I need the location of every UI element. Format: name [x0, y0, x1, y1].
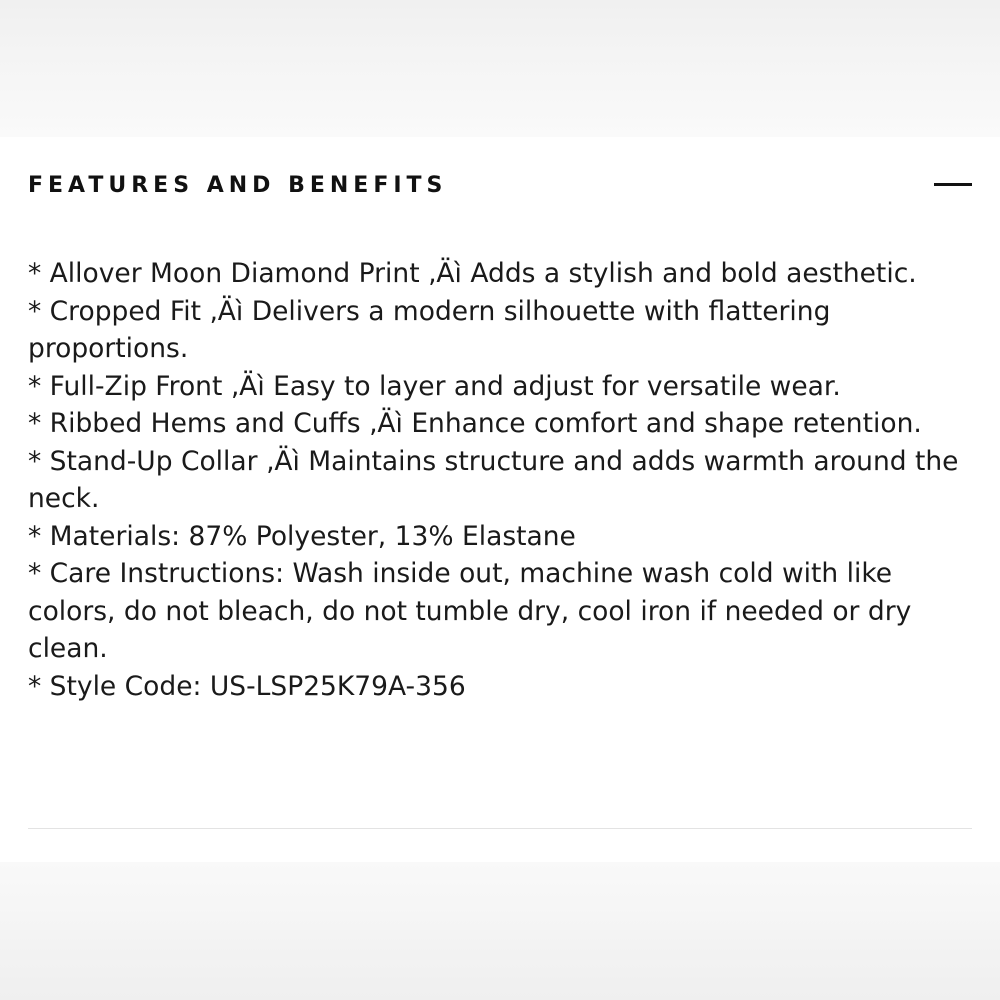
feature-item-style-code: * Style Code: US-LSP25K79A-356 [28, 670, 466, 702]
feature-item-materials: * Materials: 87% Polyester, 13% Elastane [28, 520, 576, 552]
section-divider [28, 828, 972, 829]
section-title: FEATURES AND BENEFITS [28, 172, 448, 198]
features-panel [0, 137, 1000, 862]
minus-icon[interactable] [934, 167, 972, 203]
features-list [28, 255, 972, 705]
feature-item-collar: * Stand-Up Collar ‚Äì Maintains structure and adds warmth around the neck. [28, 445, 959, 514]
feature-item-hems: * Ribbed Hems and Cuffs ‚Äì Enhance comfort and shape retention. [28, 408, 922, 439]
feature-item-zip: * Full-Zip Front ‚Äì Easy to layer and adjust for versatile wear. [28, 370, 841, 402]
features-accordion-header[interactable] [28, 167, 972, 203]
feature-item-print: * Allover Moon Diamond Print ‚Äì Adds a stylish and bold aesthetic. [28, 258, 917, 289]
feature-item-care: * Care Instructions: Wash inside out, machine wash cold with like colors, do not bleach, do not tumble dry, cool iron if needed or dry clean. [28, 558, 912, 664]
bottom-background [0, 862, 1000, 1000]
feature-item-fit: * Cropped Fit ‚Äì Delivers a modern silhouette with flattering proportions. [28, 295, 831, 364]
top-background [0, 0, 1000, 137]
